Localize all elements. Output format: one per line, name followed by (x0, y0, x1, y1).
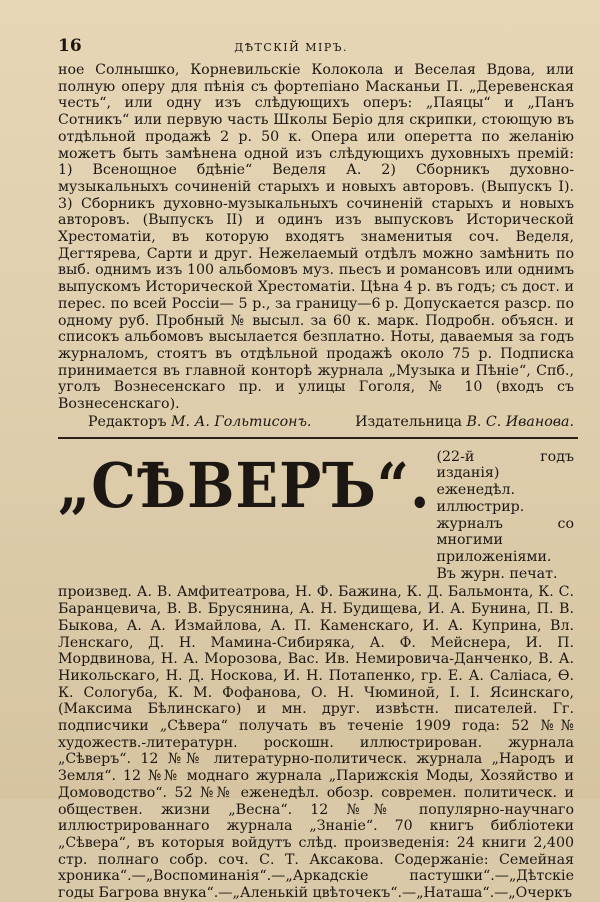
page-header (58, 36, 548, 56)
editor-label: Редакторъ (88, 413, 167, 430)
editor-credit (88, 413, 311, 431)
advertisement-intro: (22-й годъ изданія) еженедѣл. иллюстрир. журналъ со многими приложеніями. Въ журн. печат. (436, 448, 574, 582)
advertisement-header (58, 449, 574, 583)
publisher-credit (355, 413, 574, 431)
page-number: 16 (58, 36, 82, 56)
editor-line (88, 413, 574, 431)
magazine-masthead: „СѢВЕРЪ“. (58, 449, 431, 523)
advertisement-text: произвед. А. В. Амфитеатрова, Н. Ф. Бажина, К. Д. Бальмонта, К. С. Баранцевича, В. В. Брусянина, А. Н. Будищева, И. А. Бунина, П. В. Быкова, А. А. Измайлова, А. П. Каменскаго, И. А. Куприна, Вл. Ленскаго, Д. Н. Мамина-Сибиряка, А. Ф. Мейснера, И. П. Мордвинова, Н. А. Морозова, Вас. Ив. Немировича-Данченко, В. А. Никольскаго, Н. Д. Носкова, И. Н. Потапенко, гр. Е. А. Саліаса, Ѳ. К. Сологуба, К. М. Фофанова, О. Н. Чюминой, І. І. Ясинскаго, (Максима Бѣлинскаго) и мн. друг. извѣстн. писателей. Гг. подписчики „Сѣвера“ получать въ теченіе 1909 года: 52 №№ художеств.-литературн. роскошн. иллюстрирован. журнала „Сѣверъ“. 12 №№ литературно-политическ. журнала „Народъ и Земля“. 12 №№ моднаго журнала „Парижскія Моды, Хозяйство и Домоводство“. 52 №№ еженедѣл. обозр. современ. политическ. и обществен. жизни „Весна“. 12 №№ популярно-научнаго иллюстрированнаго журнала „Знаніе“. 70 книгъ библіотеки „Сѣвера“, въ которыя войдутъ слѣд. произведенія: 24 книги 2,400 стр. полнаго собр. соч. С. Т. Аксакова. Содержаніе: Семейная хроника“.—„Воспоминанія“.—„Аркадскіе пастушки“.—„Дѣтскіе годы Багрова внука“.—„Аленькій цвѣточекъ“.—„Наташа“.—„Очеркъ (58, 584, 574, 902)
editor-name: М. А. Гольтисонъ. (171, 413, 312, 430)
publisher-label: Издательница (355, 413, 462, 430)
running-title: ДѢТСКІЙ МІРЪ. (234, 41, 348, 54)
section-divider (58, 437, 578, 439)
publisher-name: В. С. Иванова. (466, 413, 574, 430)
subscription-paragraph: ное Солнышко, Корневильскіе Колокола и Веселая Вдова, или полную оперу для пѣнія съ фортепіано Масканьи П. „Деревенская честь“, или одну изъ слѣдующихъ оперъ: „Паяцы“ и „Панъ Сотникъ“ или первую часть Школы Беріо для скрипки, стоющую въ отдѣльной продажѣ 2 р. 50 к. Опера или оперетта по желанію можетъ быть замѣнена одной изъ слѣдующихъ духовныхъ премій: 1) Всенощное бдѣніе“ Веделя А. 2) Сборникъ духовно-музыкальныхъ сочиненій старыхъ и новыхъ авторовъ. (Выпускъ I). 3) Сборникъ духовно-музыкальныхъ сочиненій старыхъ и новыхъ авторовъ. (Выпускъ II) и одинъ изъ выпусковъ Исторической Хрестоматіи, въ которую входятъ знаменитыя соч. Веделя, Дегтярева, Сарти и друг. Нежелаемый отдѣлъ можно замѣнить по выб. однимъ изъ 100 альбомовъ муз. пьесъ и романсовъ или однимъ выпускомъ Исторической Хрестоматіи. Цѣна 4 р. въ годъ; съ дост. и перес. по всей Россіи— 5 р., за границу—6 р. Допускается разср. по одному руб. Пробный № высыл. за 60 к. марк. Подробн. объясн. и списокъ альбомовъ высылается безплатно. Ноты, даваемыя за годъ журналомъ, стоятъ въ отдѣльной продажѣ около 75 р. Подписка принимается въ главной конторѣ журнала „Музыка и Пѣніе“, Спб., уголъ Вознесенскаго пр. и улицы Гоголя, № 10 (входъ съ Вознесенскаго). (58, 62, 574, 413)
